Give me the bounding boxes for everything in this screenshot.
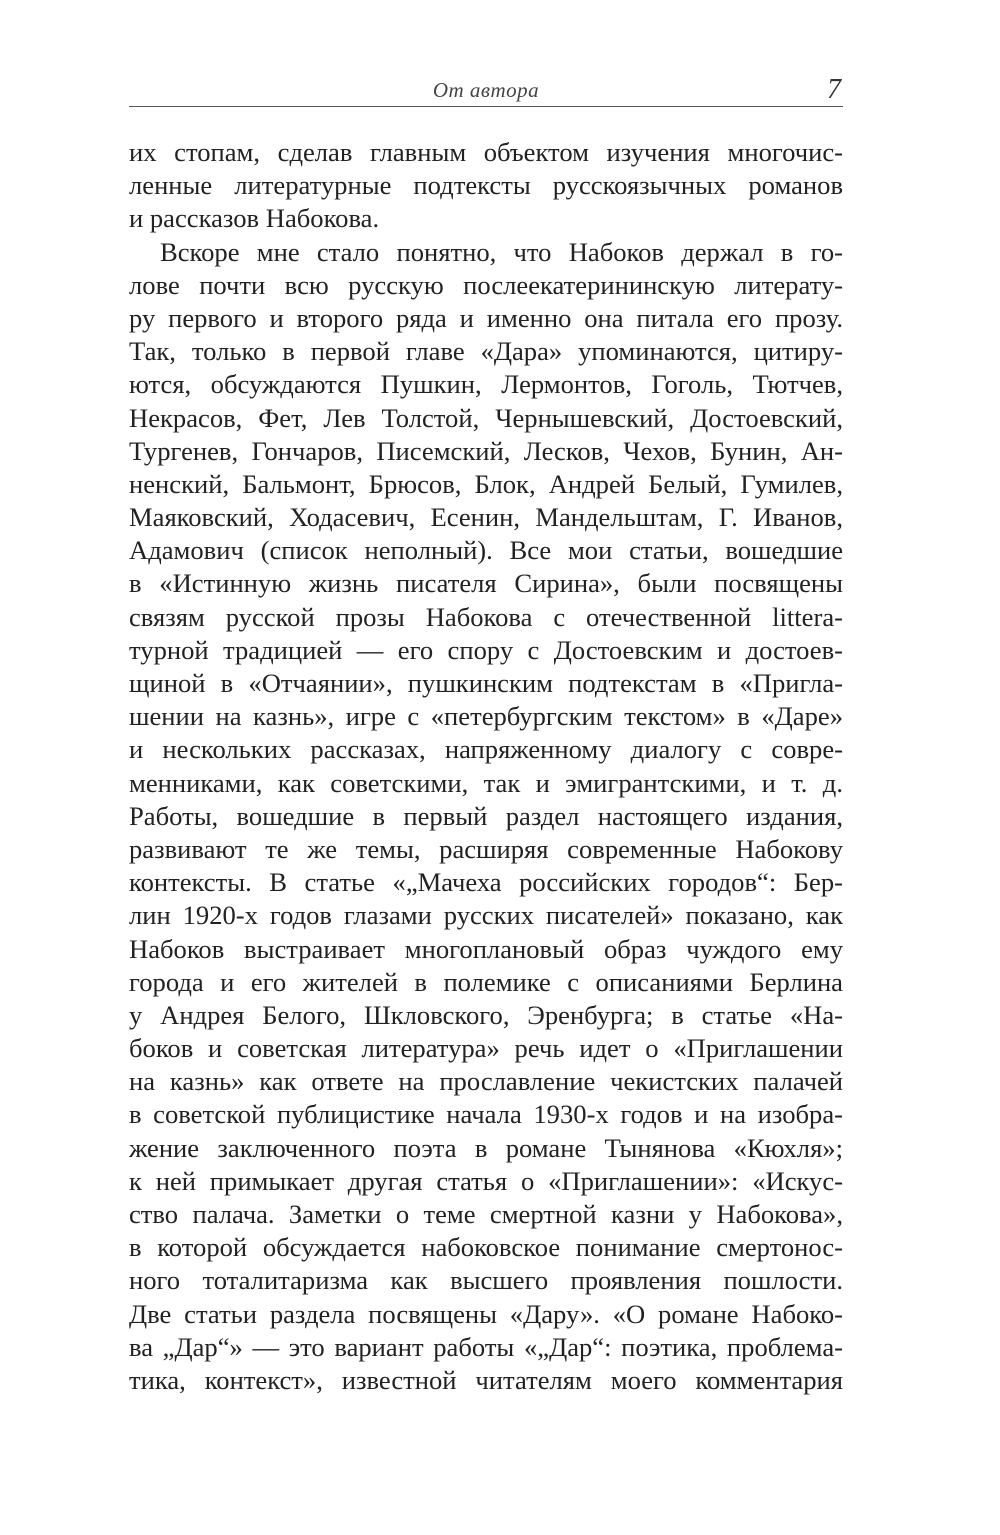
text-line: ленные литературные подтексты русскоязычных романов — [129, 170, 843, 201]
text-line: ва „Дар“» — это вариант работы «„Дар“: поэтика, проблема- — [129, 1331, 843, 1362]
page-number: 7 — [827, 74, 841, 105]
text-line: и нескольких рассказах, напряженному диалогу с совре- — [129, 734, 843, 765]
text-line: города и его жителей в полемике с описаниями Берлина — [129, 966, 843, 997]
text-line: ются, обсуждаются Пушкин, Лермонтов, Гоголь, Тютчев, — [129, 369, 843, 400]
text-line: Адамович (список неполный). Все мои статьи, вошедшие — [129, 535, 843, 566]
text-line: тика, контекст», известной читателям моего комментария — [129, 1364, 843, 1395]
text-line: Работы, вошедшие в первый раздел настоящего издания, — [129, 800, 843, 831]
text-line: и рассказов Набокова. — [129, 203, 380, 234]
body-text — [129, 136, 843, 1397]
text-line: лин 1920-х годов глазами русских писателей» показано, как — [129, 900, 843, 931]
text-line: Некрасов, Фет, Лев Толстой, Чернышевский, Достоевский, — [129, 402, 843, 433]
text-line: контексты. В статье «„Мачеха российских городов“: Бер- — [129, 867, 843, 898]
text-line: менниками, как советскими, так и эмигрантскими, и т. д. — [129, 767, 843, 798]
text-line: ного тоталитаризма как высшего проявления пошлости. — [129, 1265, 843, 1296]
text-line: Тургенев, Гончаров, Писемский, Лесков, Чехов, Бунин, Ан- — [129, 435, 843, 466]
text-line: ненский, Бальмонт, Брюсов, Блок, Андрей Белый, Гумилев, — [129, 468, 843, 499]
text-line: щиной в «Отчаянии», пушкинским подтекстам в «Пригла- — [129, 668, 843, 698]
running-title: От автора — [432, 78, 540, 102]
text-line: развивают те же темы, расширяя современные Набокову — [129, 833, 843, 864]
text-line: в которой обсуждается набоковское понимание смертонос- — [129, 1232, 843, 1263]
text-line: ство палача. Заметки о теме смертной казни у Набокова», — [129, 1199, 843, 1229]
text-line: ру первого и второго ряда и именно она питала его прозу. — [129, 302, 843, 333]
text-line: у Андрея Белого, Шкловского, Эренбурга; в статье «На- — [129, 999, 843, 1030]
text-line: турной традицией — его спору с Достоевским и достоев- — [129, 634, 843, 665]
page-header — [129, 70, 843, 107]
text-line: в советской публицистике начала 1930-х годов и на изобра- — [129, 1099, 843, 1130]
text-line: к ней примыкает другая статья о «Приглашении»: «Искус- — [129, 1165, 843, 1196]
text-line: Так, только в первой главе «Дара» упоминаются, цитиру- — [129, 336, 843, 367]
text-line: боков и советская литература» речь идет о «Приглашении — [129, 1033, 843, 1064]
text-line: Маяковский, Ходасевич, Есенин, Мандельштам, Г. Иванов, — [129, 502, 843, 533]
text-line: лове почти всю русскую послеекатерининскую литерату- — [129, 269, 843, 300]
text-line: Вскоре мне стало понятно, что Набоков держал в го- — [160, 236, 843, 267]
text-line: шении на казнь», игре с «петербургским текстом» в «Даре» — [129, 701, 843, 732]
text-line: на казнь» как ответе на прославление чекистских палачей — [129, 1066, 843, 1097]
text-line: жение заключенного поэта в романе Тынянова «Кюхля»; — [129, 1132, 843, 1163]
text-line: Набоков выстраивает многоплановый образ чуждого ему — [129, 933, 843, 964]
text-line: в «Истинную жизнь писателя Сирина», были посвящены — [129, 568, 843, 599]
text-line: Две статьи раздела посвящены «Дару». «О романе Набоко- — [129, 1298, 843, 1329]
text-line: их стопам, сделав главным объектом изучения многочис- — [129, 137, 843, 167]
text-line: связям русской прозы Набокова с отечественной littera- — [129, 601, 843, 632]
